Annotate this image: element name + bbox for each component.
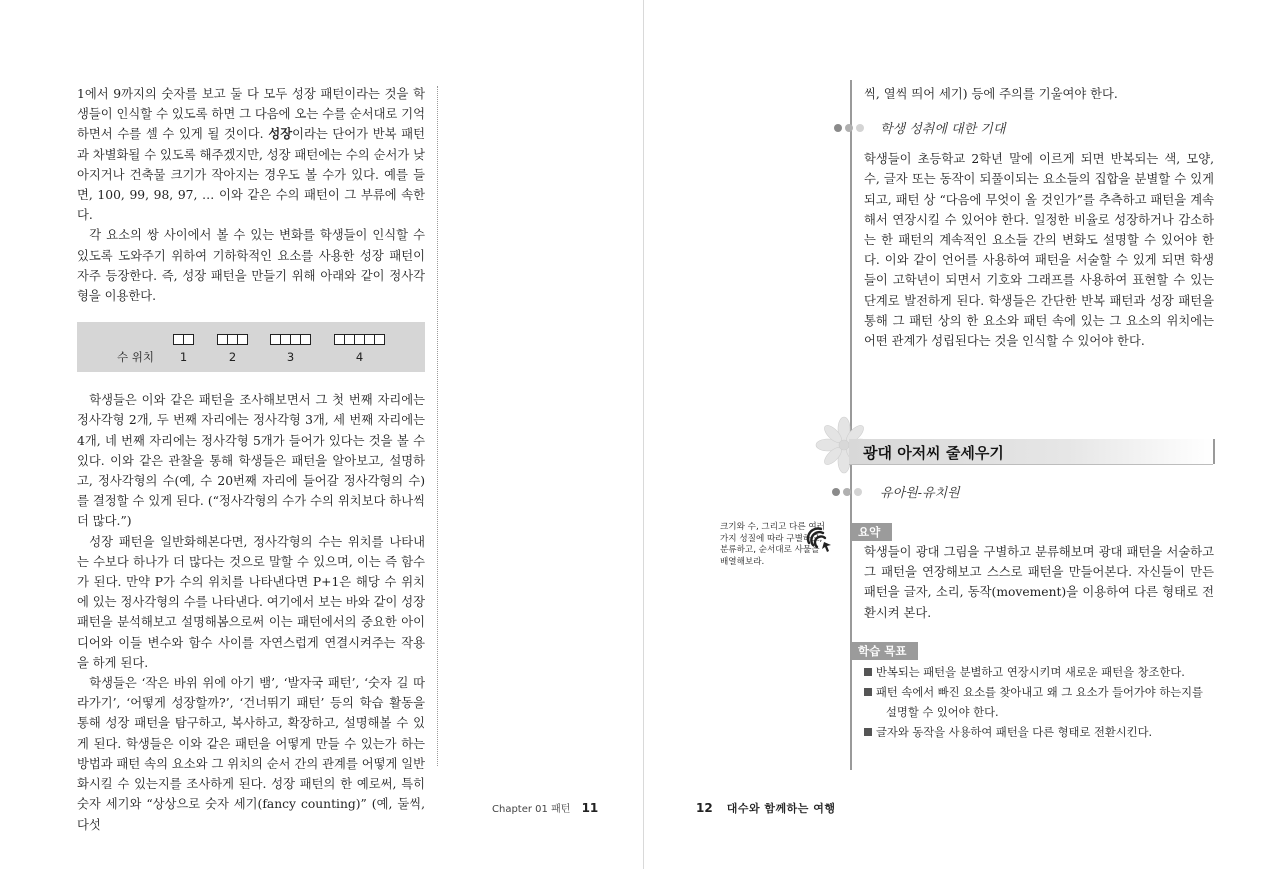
right-footer (696, 800, 836, 816)
square-bullet-icon (864, 668, 872, 676)
page-number: 12 (696, 801, 713, 815)
summary-text: 학생들이 광대 그림을 구별하고 분류해보며 광대 패턴을 서술하고 그 패턴을 연장해보고 스스로 패턴을 만들어본다. 자신들이 만든 패턴을 글자, 소리, 동작(movement)을 이용하여 다른 형태로 전환시켜 본다. (864, 545, 1214, 620)
expectations-paragraph: 학생들이 초등학교 2학년 말에 이르게 되면 반복되는 색, 모양, 수, 글자 또는 동작이 되풀이되는 요소들의 집합을 분별할 수 있게 되고, 패턴 상 “다음에 무엇이 올 것인가”를 추측하고 패턴을 계속해서 연장시킬 수 있어야 한다. 일정한 비율로 성장하거나 감소하는 한 패턴의 계속적인 요소들 간의 변화도 설명할 수 있어야 한다. 이와 같이 언어를 사용하여 패턴을 서술할 수 있게 되면 학생들이 고학년이 되면서 기호와 그래프를 사용하여 표현할 수 있는 단계로 발전하게 된다. 학생들은 간단한 반복 패턴과 성장 패턴을 통해 그 패턴 상의 한 요소와 패턴 속에 있는 그 요소의 위치에는 어떤 관계가 성립된다는 것을 인식할 수 있어야 한다. (864, 152, 1214, 349)
grade-level-title: 유아원-유치원 (880, 486, 960, 501)
column-rule (437, 86, 438, 766)
page-number: 11 (581, 801, 599, 815)
square-bullet-icon (864, 728, 872, 736)
figure-label: 수 위치 (117, 350, 154, 365)
bold-term: 성장 (268, 126, 293, 142)
paragraph-2: 각 요소의 쌍 사이에서 볼 수 있는 변화를 학생들이 인식할 수 있도록 도와주기 위하여 기하학적인 요소를 사용한 성장 패턴이 자주 등장한다. 즉, 성장 패턴을 만들기 위해 아래와 같이 정사각형을 이용한다. (77, 228, 425, 304)
pointer-cursor-icon (805, 525, 833, 553)
list-item: 패턴 속에서 빠진 요소를 찾아내고 왜 그 요소가 들어가야 하는지를 설명할 수 있어야 한다. (864, 683, 1214, 723)
left-column (77, 84, 425, 835)
paragraph-continued: 씩, 열씩 띄어 세기) 등에 주의를 기울여야 한다. (864, 87, 1118, 101)
book-title: 대수와 함께하는 여행 (726, 802, 836, 815)
heading-dots (832, 488, 862, 496)
right-page (644, 0, 1288, 869)
paragraph-5: 학생들은 ‘작은 바위 위에 아기 뱀’, ‘발자국 패턴’, ‘숫자 길 따라가기’, ‘어떻게 성장할까?’, ‘건너뛰기 패턴’ 등의 학습 활동을 통해 성장 패턴을 탐구하고, 복사하고, 확장하고, 설명해볼 수 있게 된다. 학생들은 이와 같은 패턴을 어떻게 만들 수 있는가 하는 방법과 패턴 속의 요소와 그 위치의 순서 간의 관계를 어떻게 일반화시킬 수 있는지를 조사하게 된다. 성장 패턴의 한 예로써, 특히 숫자 세기와 “상상으로 숫자 세기(fancy counting)” (예, 둘씩, 다섯 (77, 676, 425, 832)
grade-level-heading (832, 482, 960, 501)
figure-position-3: 3 (270, 334, 311, 364)
list-item: 반복되는 패턴을 분별하고 연장시키며 새로운 패턴을 창조한다. (864, 663, 1214, 683)
summary-label: 요약 (852, 523, 892, 541)
left-footer (492, 800, 598, 815)
growth-pattern-figure (77, 322, 425, 372)
paragraph-1: 1에서 9까지의 숫자를 보고 둘 다 모두 성장 패턴이라는 것을 학생들이 인식할 수 있도록 하면 그 다음에 오는 수를 순서대로 기억하면서 수를 셀 수 있게 될 것이다. 성장이라는 단어가 반복 패턴과 차별화될 수 있도록 해주겠지만, 성장 패턴에는 수의 순서가 낮아지거나 건축물 크기가 작아지는 경우도 볼 수가 있다. 예를 들면, 100, 99, 98, 97, … 이와 같은 수의 패턴이 그 부류에 속한다. (77, 87, 425, 223)
heading-title: 학생 성취에 대한 기대 (880, 122, 1006, 138)
figure-position-4: 4 (334, 334, 385, 364)
paragraph-4: 성장 패턴을 일반화해본다면, 정사각형의 수는 위치를 나타내는 수보다 하나가 더 많다는 것으로 말할 수 있으며, 이는 즉 함수가 된다. 만약 P가 수의 위치를 나타낸다면 P+1은 해당 수 위치에 있는 정사각형의 수를 나타낸다. 여기에서 보는 바와 같이 성장 패턴을 분석해보고 설명해봄으로써 이는 패턴에서의 중요한 아이디어와 이들 변수와 함수 사이를 자연스럽게 연결시켜주는 작용을 하게 된다. (77, 534, 425, 670)
figure-position-2: 2 (217, 334, 248, 364)
section-header (849, 439, 1213, 465)
margin-note: 크기와 수, 그리고 다른 여러 가지 성질에 따라 구별하고, 분류하고, 순서대로 사물을 배열해보라. (720, 522, 825, 567)
learning-goals-label: 학습 목표 (852, 642, 918, 660)
list-item: 글자와 동작을 사용하여 패턴을 다른 형태로 전환시킨다. (864, 723, 1214, 743)
chapter-label: Chapter 01 패턴 (492, 804, 571, 815)
heading-dots (834, 124, 864, 132)
section-title: 광대 아저씨 줄세우기 (863, 444, 1004, 462)
square-bullet-icon (864, 688, 872, 696)
right-column (864, 84, 1214, 351)
expectations-heading (834, 118, 1214, 137)
learning-goals-list (864, 663, 1214, 743)
figure-position-1: 1 (173, 334, 194, 364)
paragraph-3: 학생들은 이와 같은 패턴을 조사해보면서 그 첫 번째 자리에는 정사각형 2개, 두 번째 자리에는 정사각형 3개, 세 번째 자리에는 4개, 네 번째 자리에는 정사각형 5개가 들어가 있다는 것을 볼 수 있다. 이와 같은 관찰을 통해 학생들은 패턴을 알아보고, 설명하고, 정사각형의 수(예, 수 20번째 자리에 들어갈 정사각형의 수)를 결정할 수 있게 된다. (“정사각형의 수가 수의 위치보다 하나씩 더 많다.”) (77, 393, 425, 529)
